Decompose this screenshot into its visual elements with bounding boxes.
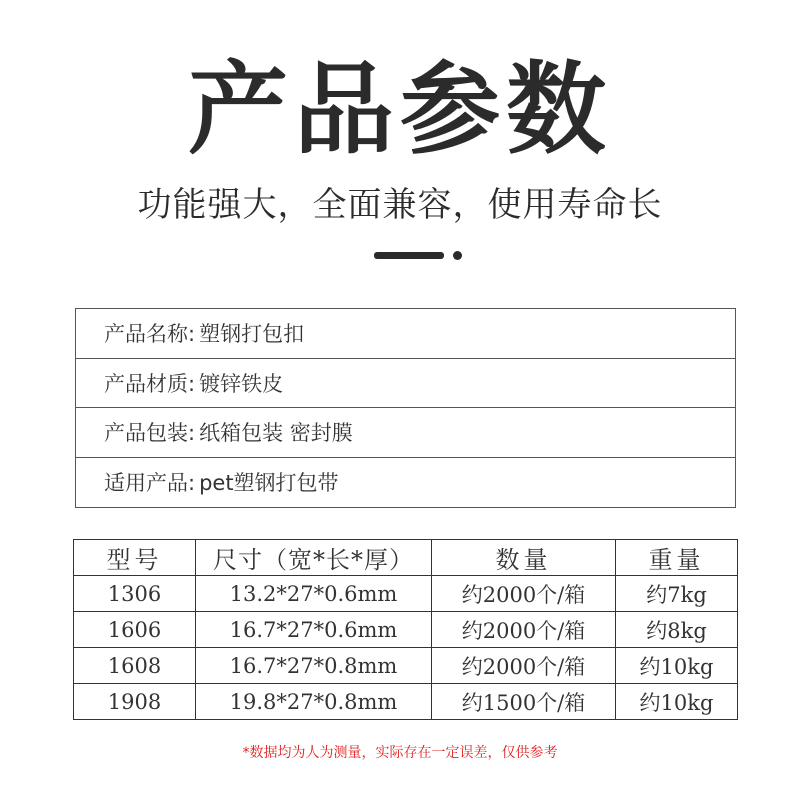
table-row (74, 684, 738, 720)
info-value: pet塑钢打包带 (199, 471, 339, 496)
cell-model: 1306 (74, 576, 196, 612)
column-header-model: 型号 (74, 540, 196, 576)
info-row-applicable (76, 458, 735, 508)
cell-quantity: 约2000个/箱 (432, 648, 616, 684)
cell-weight: 约8kg (616, 612, 738, 648)
spec-table (73, 539, 738, 720)
cell-quantity: 约2000个/箱 (432, 576, 616, 612)
disclaimer-note: *数据均为人为测量，实际存在一定误差，仅供参考 (242, 745, 558, 761)
title-divider-dot (453, 251, 462, 260)
column-header-quantity: 数量 (432, 540, 616, 576)
cell-size: 19.8*27*0.8mm (196, 684, 432, 720)
title-divider (374, 252, 444, 259)
table-row (74, 612, 738, 648)
info-label: 适用产品: (104, 471, 196, 496)
cell-size: 16.7*27*0.8mm (196, 648, 432, 684)
info-label: 产品包装: (104, 421, 196, 446)
cell-model: 1908 (74, 684, 196, 720)
column-header-weight: 重量 (616, 540, 738, 576)
cell-size: 16.7*27*0.6mm (196, 612, 432, 648)
page-title: 产品参数 (188, 51, 612, 168)
cell-quantity: 约2000个/箱 (432, 612, 616, 648)
info-value: 纸箱包装 密封膜 (199, 421, 353, 446)
product-info-box (75, 308, 736, 508)
page-subtitle: 功能强大，全面兼容，使用寿命长 (137, 185, 663, 225)
cell-weight: 约10kg (616, 648, 738, 684)
cell-weight: 约7kg (616, 576, 738, 612)
column-header-size: 尺寸（宽*长*厚） (196, 540, 432, 576)
cell-model: 1608 (74, 648, 196, 684)
table-row (74, 576, 738, 612)
cell-size: 13.2*27*0.6mm (196, 576, 432, 612)
info-row-packaging (76, 408, 735, 458)
cell-weight: 约10kg (616, 684, 738, 720)
cell-quantity: 约1500个/箱 (432, 684, 616, 720)
info-row-material (76, 359, 735, 409)
info-value: 塑钢打包扣 (199, 322, 305, 347)
table-header-row (74, 540, 738, 576)
cell-model: 1606 (74, 612, 196, 648)
info-label: 产品名称: (104, 322, 196, 347)
info-label: 产品材质: (104, 371, 196, 396)
table-row (74, 648, 738, 684)
info-value: 镀锌铁皮 (199, 371, 284, 396)
info-row-name (76, 309, 735, 359)
